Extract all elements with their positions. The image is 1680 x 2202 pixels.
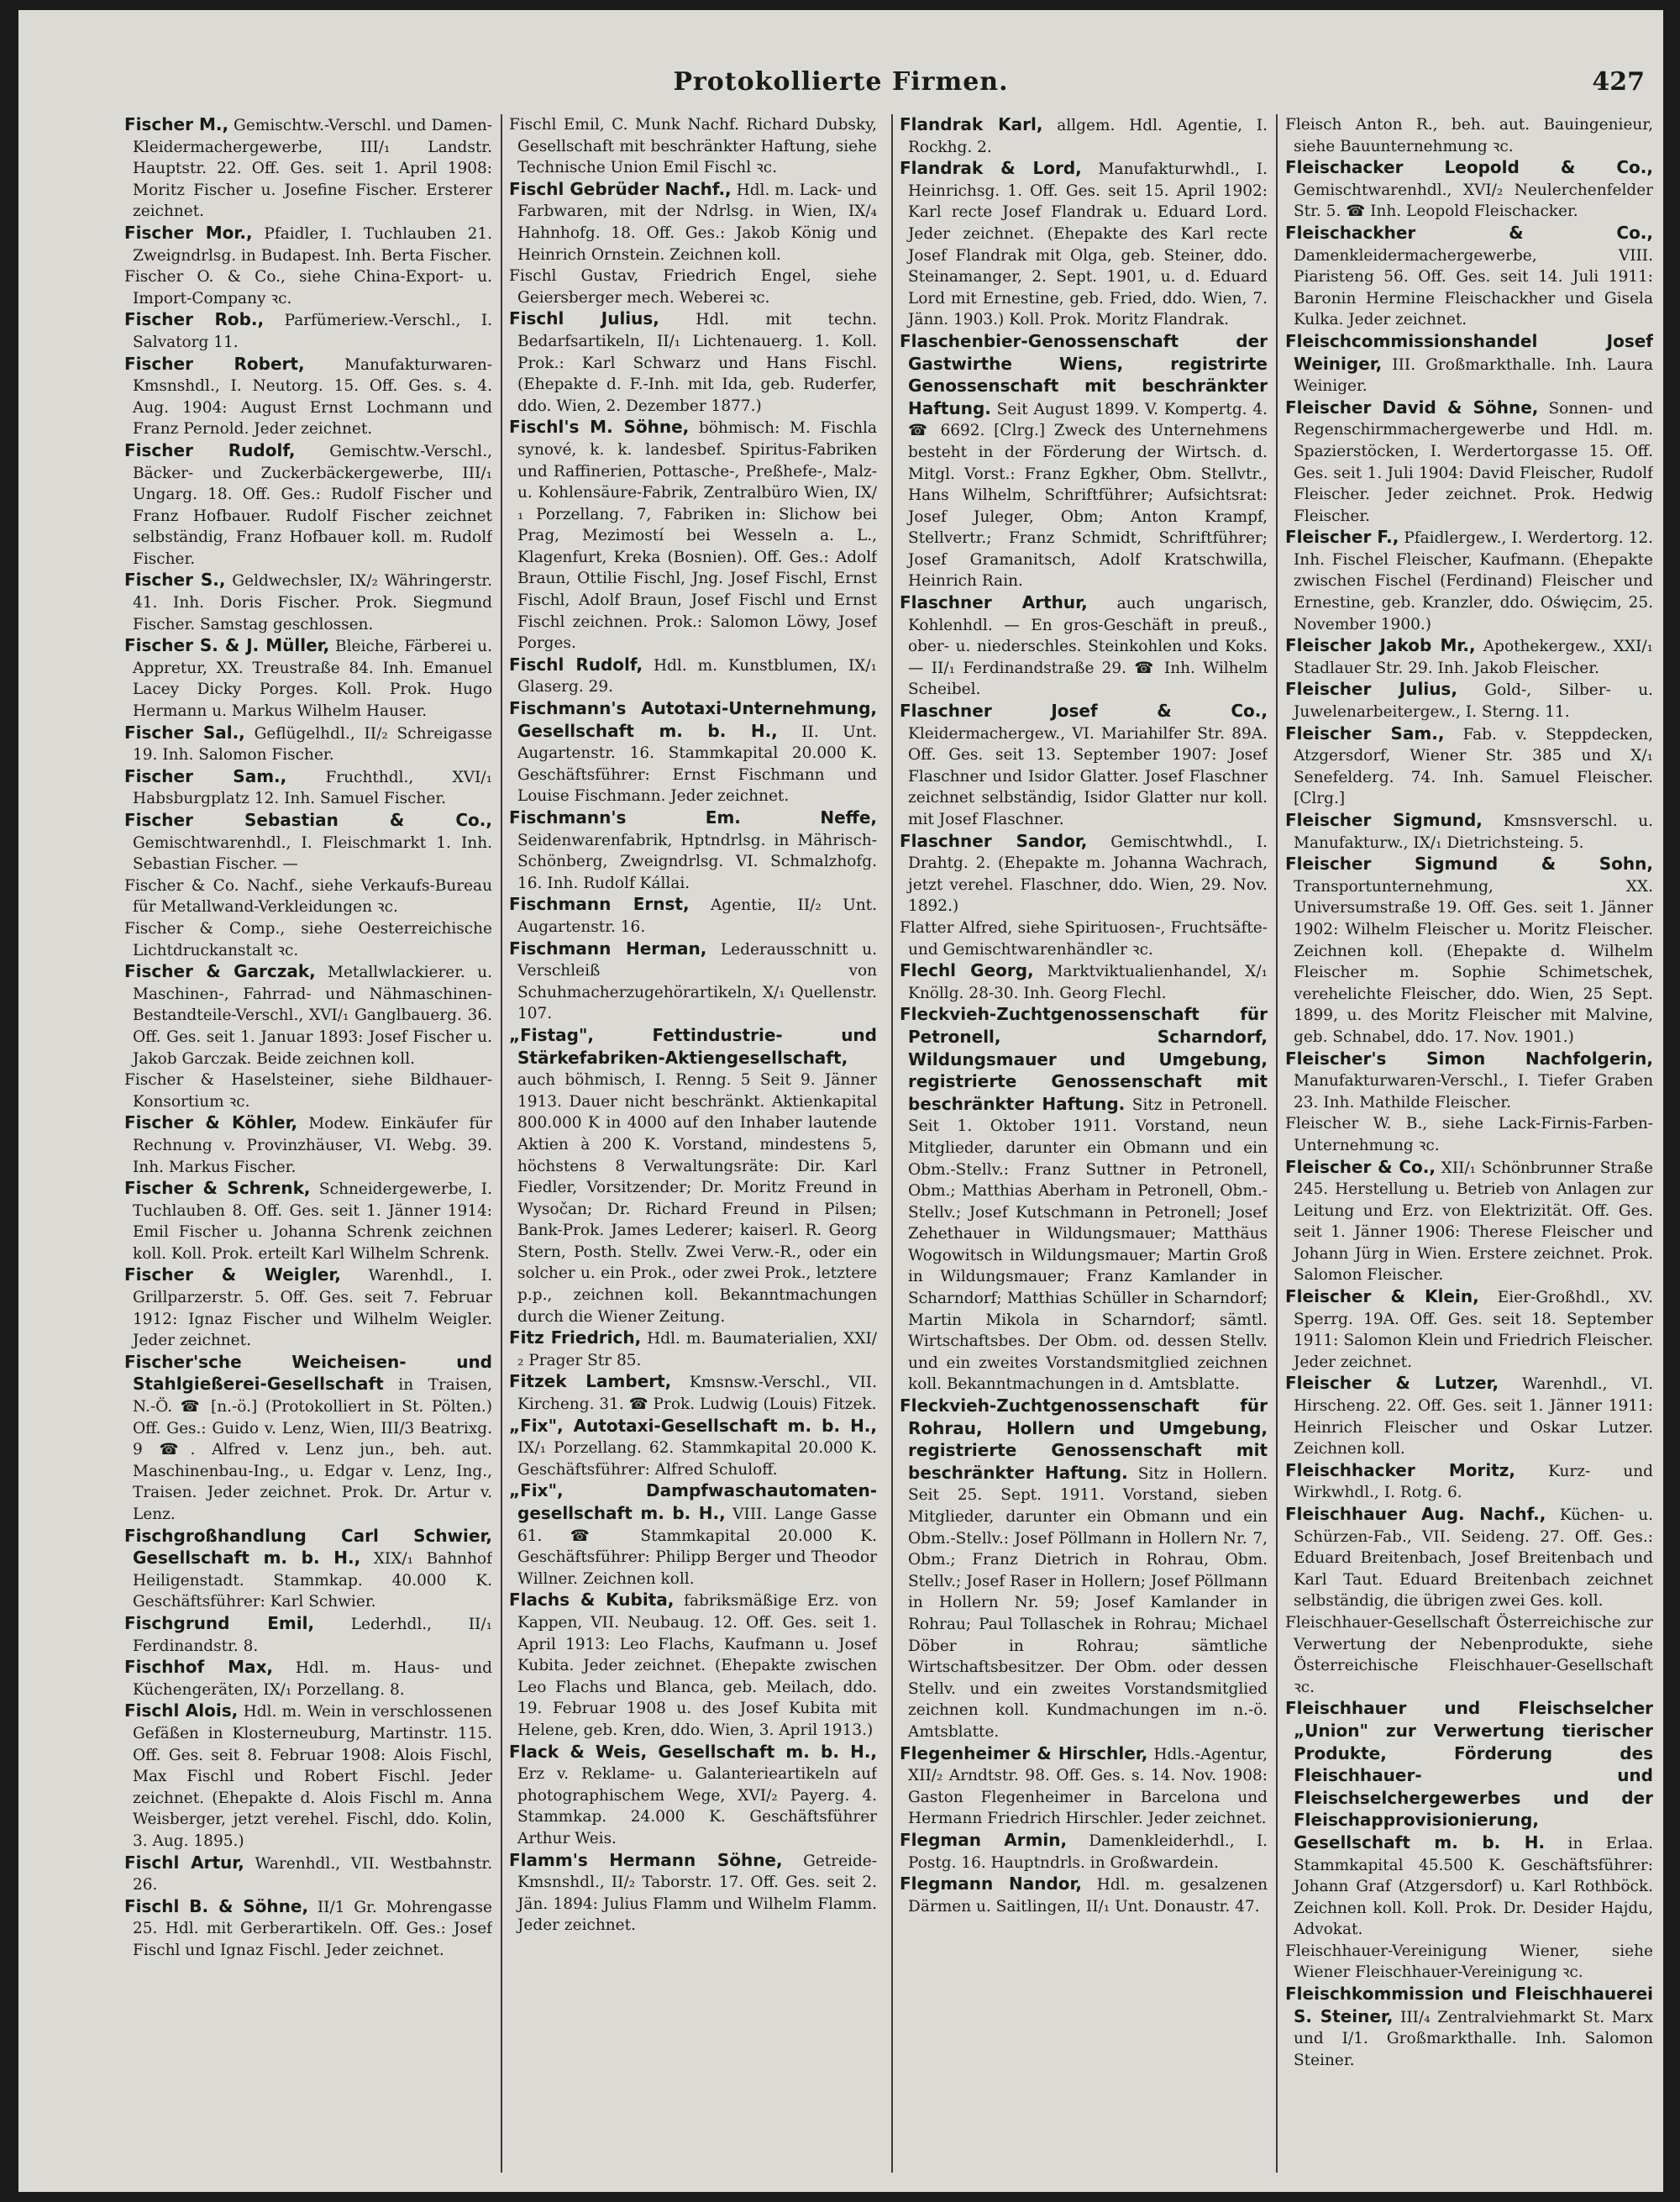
firm-details: Geldwechsler, IX/₂ Währingerstr. 41. Inh. Doris Fischer. Prok. Siegmund Fischer. Samstag geschlossen. [133,572,492,633]
firm-name: Fischl B. & Söhne, [124,1895,309,1916]
firm-name: Flachs & Kubita, [509,1590,675,1611]
firm-details: Gemischtw.-Verschl., Bäcker- und Zuckerbäckergewerbe, III/₁ Ungarg. 18. Off. Ges.: Rudolf Fischer und Franz Hofbauer. Rudolf Fischer zeichnet selbständig, Franz Hofbauer koll. m. Rudolf Fischer. [133,442,492,568]
firm-entry [124,1264,492,1351]
firm-name: Fischer & Weigler, [124,1264,341,1285]
firm-name: Fischmann's Autotaxi-Unternehmung, Gesellschaft m. b. H., [509,698,877,741]
firm-details: Hdl. m. gesalzenen Därmen u. Saitlingen, II/₁ Unt. Donaustr. 47. [908,1876,1268,1916]
firm-name: Fleischkommission und Fleischhauerei S. Steiner, [1285,1984,1653,2026]
firm-entry [124,1526,492,1613]
firm-details: Sitz in Petronell. Seit 1. Oktober 1911. Vorstand, neun Mitglieder, darunter ein Obmann und ein Obm.-Stellv.: Franz Suttner in Petronell, Obm.; Matthias Aberham in Petronell, Obm.-Stellv.; Josef Kutschmann in Petronell; Josef Zehethauer in Wildungsmauer; Matthäus Wogowitsch in Wildungsmauer; Martin Groß in Wildungsmauer; Franz Kamlander in Scharndorf; Matthias Schüller in Scharndorf; Martin Mikola in Scharndorf; sämtl. Wirtschaftsbes. Der Obm. od. dessen Stellv. und ein zweites Vorstandsmitglied zeichnen koll. Bekanntmachungen in d. Amtsblatte. [908,1096,1268,1394]
firm-details: III. Großmarkthalle. Inh. Laura Weiniger. [1294,355,1653,396]
column-rule [1276,114,1278,2173]
firm-details: Pfaidler, I. Tuchlauben 21. Zweigndrlsg. in Budapest. Inh. Berta Fischer. [133,224,492,265]
firm-details: Hdl. m. Wein in verschlossenen Gefäßen in Klosterneuburg, Martinstr. 115. Off. Ges. seit 8. Februar 1908: Alois Fischl, Max Fischl und Robert Fischl. Jeder zeichnet. (Ehepakte d. Alois Fischl m. Anna Weisberger, jetzt verehel. Fischl, ddo. Kolin, 3. Aug. 1895.) [133,1703,492,1850]
firm-entry [124,114,492,223]
firm-details: Flatter Alfred, siehe Spirituosen-, Fruchtsäfte- und Gemischtwarenhändler ꝛc. [900,918,1268,959]
firm-entry [124,766,492,810]
firm-name: „Fix", Dampfwaschautomaten-gesellschaft m. b. H., [509,1480,877,1523]
firm-details: Seidenwarenfabrik, Hptndrlsg. in Mährisch-Schönberg, Zweigndrlsg. VI. Schmalzhofg. 16. Inh. Rudolf Kállai. [517,831,877,892]
firm-name: Fleischer & Lutzer, [1285,1373,1499,1394]
firm-details: Fischl Emil, C. Munk Nachf. Richard Dubsky, Gesellschaft mit beschränkter Haftung, siehe Technische Union Emil Fischl ꝛc. [509,116,877,177]
firm-name: Flandrak & Lord, [900,158,1082,179]
firm-details: Fleischhauer-Vereinigung Wiener, siehe Wiener Fleischhauer-Vereinigung ꝛc. [1285,1942,1653,1982]
column-1 [124,114,492,2181]
firm-name: Fischer Sal., [124,722,245,743]
firm-name: Fleischer Sigmund & Sohn, [1285,854,1653,875]
firm-details: Bleiche, Färberei u. Appretur, XX. Treustraße 84. Inh. Emanuel Lacey Dicky Porges. Koll. Prok. Hugo Hermann u. Markus Wilhelm Hauser. [133,638,492,721]
firm-name: Fleischacker Leopold & Co., [1285,157,1653,178]
firm-name: Fleckvieh-Zuchtgenossenschaft für Rohrau, Hollern und Umgebung, registrierte Genossenschaft mit beschränkter Haftung. [900,1395,1268,1483]
firm-entry [509,1850,877,1937]
firm-entry [124,918,492,961]
firm-entry [124,1178,492,1264]
firm-details: in Erlaa. Stammkapital 45.500 K. Geschäftsführer: Johann Graf (Atzgersdorf) u. Karl Rothböck. Zeichnen koll. Koll. Prok. Dr. Desider Hajdu, Advokat. [1294,1834,1653,1939]
firm-name: Fischmann's Em. Neffe, [509,807,877,828]
firm-entry [509,654,877,698]
firm-name: Fitzek Lambert, [509,1371,672,1392]
firm-entry [509,1590,877,1741]
firm-details: Manufakturwaren-Kmsnshdl., I. Neutorg. 15. Off. Ges. s. 4. Aug. 1904: August Ernst Lochmann und Franz Pernold. Jeder zeichnet. [133,355,492,439]
firm-name: Fitz Friedrich, [509,1327,642,1348]
firm-details: Manufakturwaren-Verschl., I. Tiefer Graben 23. Inh. Mathilde Fleischer. [1294,1072,1653,1112]
firm-entry [509,265,877,308]
firm-entry [509,1327,877,1371]
firm-name: Fischer S., [124,570,226,591]
firm-name: Fleischer Sigmund, [1285,810,1483,830]
firm-entry [900,1395,1268,1743]
firm-name: Fischl Artur, [124,1852,244,1873]
firm-name: Fleischer Jakob Mr., [1285,635,1476,656]
firm-details: Fischl Gustav, Friedrich Engel, siehe Geiersberger mech. Weberei ꝛc. [509,267,877,307]
firm-entry [124,1700,492,1852]
firm-details: Fab. v. Steppdecken, Atzgersdorf, Wiener Str. 385 und X/₁ Senefelderg. 74. Inh. Samuel Fleischer. [Clrg.] [1294,725,1653,808]
firm-name: Fleischhauer Aug. Nachf., [1285,1504,1546,1524]
firm-name: Fleischer Julius, [1285,679,1457,700]
firm-entry [1285,635,1653,679]
firm-name: Fischer Rob., [124,309,265,330]
firm-details: Küchen- u. Schürzen-Fab., VII. Seideng. 27. Off. Ges.: Eduard Breitenbach, Josef Breitenbach und Karl Taut. Eduard Breitenbach zeichnet selbständig, die übrigen zwei Ges. koll. [1294,1506,1653,1611]
firm-details: Agentie, II/₂ Unt. Augartenstr. 16. [517,896,877,936]
firm-entry [509,938,877,1025]
firm-name: Fleischer Sam., [1285,723,1445,744]
firm-entry [1285,1504,1653,1612]
firm-name: Fleischhauer und Fleischselcher „Union" zur Verwertung tierischer Produkte, Förderung des Fleischhauer- und Fleischselchergewerbes und der Fleischapprovisionierung, Gesellschaft m. b. H. [1285,1698,1653,1853]
firm-entry [124,570,492,635]
firm-entry [124,223,492,266]
firm-name: Flamm's Hermann Söhne, [509,1849,783,1870]
firm-entry [1285,331,1653,397]
firm-details: Sonnen- und Regenschirmmachergewerbe und Hdl. m. Spazierstöcken, I. Werdertorgasse 15. Off. Ges. seit 1. Juli 1904: David Fleischer, Rudolf Fleischer. Jeder zeichnet. Prok. Hedwig Fleischer. [1294,399,1653,525]
firm-name: „Fix", Autotaxi-Gesellschaft m. b. H., [509,1415,877,1436]
firm-details: XII/₁ Schönbrunner Straße 245. Herstellung u. Betrieb von Anlagen zur Leitung und Erz. von Elektrizität. Off. Ges. seit 1. Jänner 1906: Therese Fleischer und Johann Jürg in Wien. Erstere zeichnet. Prok. Salomon Fleischer. [1294,1159,1653,1285]
firm-entry [124,1853,492,1896]
firm-name: Fischl Alois, [124,1700,239,1721]
page-header [18,67,1663,109]
firm-details: Gold-, Silber- u. Juwelenarbeitergew., I. Sterng. 11. [1294,681,1653,722]
firm-entry [900,1004,1268,1395]
firm-details: Kurz- und Wirkwhdl., I. Rotg. 6. [1294,1462,1653,1502]
firm-name: Fischer & Schrenk, [124,1178,311,1199]
firm-entry [509,894,877,938]
directory-page [18,10,1663,2192]
firm-entry [509,1025,877,1327]
firm-details: Gemischtwarenhdl., I. Fleischmarkt 1. Inh. Sebastian Fischer. — [133,833,492,874]
firm-name: Flaschner Arthur, [900,592,1088,613]
page-number: 427 [1592,67,1645,97]
firm-entry [509,417,877,654]
firm-entry [509,308,877,417]
firm-name: Fischer Sam., [124,765,287,786]
firm-entry [124,1657,492,1700]
firm-details: Hdls.-Agentur, XII/₂ Arndtstr. 98. Off. Ges. s. 14. Nov. 1908: Gaston Flegenheimer in Barcelona und Hermann Friedrich Hirschler. Jeder zeichnet. [908,1745,1268,1828]
firm-details: Hdl. m. Baumaterialien, XXI/₂ Prager Str 85. [517,1330,877,1369]
firm-entry [1285,679,1653,723]
firm-details: Apothekergew., XXI/₁ Stadlauer Str. 29. Inh. Jakob Fleischer. [1294,638,1653,677]
firm-entry [1285,810,1653,854]
firm-name: Fleischer & Co., [1285,1156,1436,1177]
firm-details: IX/₁ Porzellang. 62. Stammkapital 20.000 K. Geschäftsführer: Alfred Schuloff. [517,1439,877,1479]
firm-name: Fleischer F., [1285,527,1399,548]
firm-details: Fruchthdl., XVI/₁ Habsburgplatz 12. Inh. Samuel Fischer. [133,768,492,808]
column-rule [891,114,893,2173]
firm-details: Gemischtw.-Verschl. und Damen-Kleidermachergewerbe, III/₁ Landstr. Hauptstr. 22. Off. Ges. seit 1. April 1908: Moritz Fischer u. Josefine Fischer. Ersterer zeichnet. [133,117,492,221]
firm-entry [124,266,492,309]
firm-name: Fischer'sche Weicheisen- und Stahlgießerei-Gesellschaft [124,1351,492,1395]
firm-entry [124,635,492,722]
firm-name: Fischgrund Emil, [124,1612,315,1633]
firm-details: Kmsnsverschl. u. Manufakturw., IX/₁ Dietrichsteing. 5. [1294,812,1653,852]
firm-name: Fischer & Köhler, [124,1112,298,1133]
firm-entry [900,701,1268,831]
firm-details: Manufakturwhdl., I. Heinrichsg. 1. Off. Ges. seit 15. April 1902: Karl recte Josef Flandrak u. Eduard Lord. Jeder zeichnet. (Ehepakte des Karl recte Josef Flandrak mit Olga, geb. Steiner, ddo. Steinamanger, 2. Sept. 1901, u. d. Eduard Lord mit Ernestine, geb. Fried, ddo. Wien, 7. Jänn. 1903.) Koll. Prok. Moritz Flandrak. [908,160,1268,329]
firm-name: „Fistag", Fettindustrie- und Stärkefabriken-Aktiengesellschaft, [509,1024,877,1068]
firm-entry [1285,1460,1653,1504]
firm-entry [124,309,492,353]
firm-details: Hdl. m. Kunstblumen, IX/₁ Glaserg. 29. [517,656,877,696]
firm-entry [1285,1113,1653,1156]
firm-details: Parfümeriew.-Verschl., I. Salvatorg 11. [133,312,492,351]
firm-entry [900,331,1268,592]
firm-entry [509,698,877,807]
firm-details: VIII. Lange Gasse 61. ☎ Stammkapital 20.000 K. Geschäftsführer: Philipp Berger und Theodor Willner. Zeichnen koll. [517,1506,877,1588]
firm-name: Fischer Rudolf, [124,439,296,460]
firm-name: Fischer & Garczak, [124,961,316,982]
firm-details: Fleischer W. B., siehe Lack-Firnis-Farben-Unternehmung ꝛc. [1285,1115,1653,1154]
firm-name: Flack & Weis, Gesellschaft m. b. H., [509,1741,877,1762]
firm-entry [509,179,877,265]
firm-entry [509,114,877,179]
firm-details: in Traisen, N.-Ö. ☎ [n.-ö.] (Protokolliert in St. Pölten.) Off. Ges.: Guido v. Lenz, Wien, III/3 Beatrixg. 9 ☎. Alfred v. Lenz jun., beh. aut. Maschinenbau-Ing., u. Edgar v. Lenz, Ing., Traisen. Jeder zeichnet. Prok. Dr. Artur v. Lenz. [133,1376,492,1523]
firm-details: Lederhdl., II/₁ Ferdinandstr. 8. [133,1615,492,1655]
firm-entry [509,1742,877,1850]
firm-details: Warenhdl., VI. Hirscheng. 22. Off. Ges. seit 1. Jänner 1911: Heinrich Fleischer und Oskar Lutzer. Zeichnen koll. [1294,1375,1653,1458]
firm-entry [900,1743,1268,1830]
firm-details: fabriksmäßige Erz. von Kappen, VII. Neubaug. 12. Off. Ges. seit 1. April 1913: Leo Flachs, Kaufmann u. Josef Kubita. Jeder zeichnet. (Ehepakte zwischen Leo Flachs und Blanca, geb. Meilach, ddo. 19. Februar 1908 u. des Josef Kubita mit Helene, geb. Kren, ddo. Wien, 3. April 1913.) [517,1592,877,1739]
firm-details: Seit August 1899. V. Kompertg. 4. ☎ 6692. [Clrg.] Zweck des Unternehmens besteht in der Förderung der Wirtsch. d. Mitgl. Vorst.: Franz Egkher, Obm. Stellvtr., Hans Wilhelm, Schriftführer; Aufsichtsrat: Josef Juleger, Obm; Anton Krampf, Stellvertr.; Franz Schmidt, Schriftführer; Josef Gramanitsch, Adolf Kratschwilla, Heinrich Rain. [908,400,1268,591]
firm-details: Fischer & Comp., siehe Oesterreichische Lichtdruckanstalt ꝛc. [124,919,492,959]
firm-name: Fischl Julius, [509,308,659,329]
firm-name: Fleckvieh-Zuchtgenossenschaft für Petronell, Scharndorf, Wildungsmauer und Umgebung, registrierte Genossenschaft mit beschränkter Haftung. [900,1004,1268,1114]
firm-details: Warenhdl., VII. Westbahnstr. 26. [133,1854,492,1895]
firm-details: Fischer & Co. Nachf., siehe Verkaufs-Bureau für Metallwand-Verkleidungen ꝛc. [124,876,492,917]
firm-entry [900,960,1268,1004]
firm-name: Fischgroßhandlung Carl Schwier, Gesellschaft m. b. H., [124,1525,492,1569]
firm-details: Schneidergewerbe, I. Tuchlauben 8. Off. Ges. seit 1. Jänner 1914: Emil Fischer u. Johanna Schrenk zeichnen koll. Koll. Prok. erteilt Karl Wilhelm Schrenk. [133,1180,492,1263]
firm-details: auch ungarisch, Kohlenhdl. — En gros-Geschäft in preuß., ober- u. niederschles. Steinkohlen und Koks. — II/₁ Ferdinandstraße 29. ☎ Inh. Wilhelm Scheibel. [908,595,1268,699]
column-3 [900,114,1268,2181]
firm-details: Erz v. Reklame- u. Galanterieartikeln auf photographischem Wege, XVI/₂ Payerg. 4. Stammkap. 24.000 K. Geschäftsführer Arthur Weis. [517,1765,877,1847]
firm-entry [1285,223,1653,331]
column-rule [501,114,502,2173]
firm-name: Fischer Mor., [124,222,253,243]
firm-name: Flegman Armin, [900,1829,1068,1850]
firm-details: Warenhdl., I. Grillparzerstr. 5. Off. Ges. seit 7. Februar 1912: Ignaz Fischer und Wilhelm Weigler. Jeder zeichnet. [133,1267,492,1350]
firm-entry [1285,397,1653,528]
firm-entry [124,961,492,1069]
firm-entry [124,1613,492,1657]
firm-entry [1285,527,1653,635]
firm-details: Eier-Großhdl., XV. Sperrg. 19A. Off. Ges. seit 18. September 1911: Salomon Klein und Friedrich Fleischer. Jeder zeichnet. [1294,1289,1653,1371]
firm-name: Flegmann Nandor, [900,1874,1083,1895]
firm-details: Gemischtwhdl., I. Drahtg. 2. (Ehepakte m. Johanna Wachrach, jetzt verehel. Flaschner, ddo. Wien, 29. Nov. 1892.) [908,833,1268,916]
firm-name: Flaschner Josef & Co., [900,701,1268,722]
firm-details: Hdl. m. Haus- und Küchengeräten, IX/₁ Porzellang. 8. [133,1659,492,1699]
firm-entry [124,354,492,440]
firm-entry [1285,854,1653,1048]
firm-details: Getreide-Kmsnshdl., II/₂ Taborstr. 17. Off. Ges. seit 2. Jän. 1894: Julius Flamm und Wilhelm Flamm. Jeder zeichnet. [517,1852,877,1935]
firm-name: Flaschner Sandor, [900,830,1088,851]
firm-entry [124,1352,492,1526]
firm-name: Fischer Robert, [124,353,305,374]
firm-entry [1285,1048,1653,1114]
firm-entry [124,1896,492,1962]
firm-entry [509,807,877,894]
firm-details: böhmisch: M. Fischla synové, k. k. landesbef. Spiritus-Fabriken und Raffinerien, Pottasche-, Preßhefe-, Malz- u. Kohlensäure-Fabrik, Zentralbüro Wien, IX/₁ Porzellang. 7, Fabriken in: Slichow bei Prag, Mezimostí bei Wesseln a. L., Klagenfurt, Kreka (Bosnien). Off. Ges.: Adolf Braun, Ottilie Fischl, Jng. Josef Fischl, Ernst Fischl, Adolf Braun, Josef Fischl und Ernst Fischl zeichnen. Prok.: Salomon Löwy, Josef Porges. [517,419,877,653]
column-4 [1285,114,1653,2181]
firm-details: Pfaidlergew., I. Werdertorg. 12. Inh. Fischel Fleischer, Kaufmann. (Ehepakte zwischen Fischel (Ferdinand) Fleischer und Ernestine, geb. Kranzler, ddo. Oświęcim, 25. November 1900.) [1294,529,1653,633]
firm-entry [1285,1698,1653,1941]
firm-entry [900,114,1268,158]
firm-entry [509,1480,877,1590]
firm-name: Fischer S. & J. Müller, [124,635,330,656]
firm-entry [1285,1984,1653,2071]
firm-details: Hdl. m. Lack- und Farbwaren, mit der Ndrlsg. in Wien, IX/₄ Hahnhofg. 18. Off. Ges.: Jakob König und Heinrich Ornstein. Zeichnen koll. [517,181,877,264]
firm-entry [509,1371,877,1415]
firm-entry [509,1416,877,1481]
firm-details: Metallwlackierer. u. Maschinen-, Fahrrad- und Nähmaschinen-Bestandteile-Verschl., XVI/₁ Ganglbauerg. 36. Off. Ges. seit 1. Januar 1893: Josef Fischer u. Jakob Garczak. Beide zeichnen koll. [133,964,492,1068]
firm-details: Fleischhauer-Gesellschaft Österreichische zur Verwertung der Nebenprodukte, siehe Österreichische Fleischhauer-Gesellschaft ꝛc. [1285,1613,1653,1696]
firm-details: Transportunternehmung, XX. Universumstraße 19. Off. Ges. seit 1. Jänner 1902: Wilhelm Fleischer u. Moritz Fleischer. Zeichnen koll. (Ehepakte d. Wilhelm Fleischer m. Sophie Schimetschek, verehelichte Fleischer, ddo. Wien, 25 Sept. 1899, u. des Moritz Fleischer mit Malvine, geb. Schnabel, ddo. 17. Nov. 1901.) [1294,877,1653,1046]
firm-name: Fischl Rudolf, [509,654,643,675]
firm-name: Fleischer & Klein, [1285,1286,1479,1307]
firm-name: Flechl Georg, [900,960,1034,981]
firm-name: Fischhof Max, [124,1657,273,1678]
page-title: Protokollierte Firmen. [673,67,1009,97]
firm-name: Fischmann Ernst, [509,894,690,915]
firm-name: Fleischer David & Söhne, [1285,397,1539,418]
firm-entry [1285,1941,1653,1984]
firm-name: Flandrak Karl, [900,114,1043,134]
firm-name: Flaschenbier-Genossenschaft der Gastwirthe Wiens, registrirte Genossenschaft mit beschränkter Haftung. [900,330,1268,418]
firm-name: Fleischackher & Co., [1285,222,1653,243]
column-2 [509,114,877,2181]
firm-name: Flegenheimer & Hirschler, [900,1742,1148,1763]
firm-entry [124,723,492,766]
firm-name: Fischer M., [124,114,229,134]
firm-entry [1285,1612,1653,1698]
firm-name: Fischer Sebastian & Co., [124,810,492,830]
firm-entry [1285,1157,1653,1287]
firm-details: Kleidermachergew., VI. Mariahilfer Str. 89A. Off. Ges. seit 13. September 1907: Josef Flaschner und Isidor Glatter. Josef Flaschner zeichnet selbständig, Isidor Glatter nur koll. mit Josef Flaschner. [908,724,1268,828]
firm-details: Fischer O. & Co., siehe China-Export- u. Import-Company ꝛc. [124,268,492,307]
firm-details: Sitz in Hollern. Seit 25. Sept. 1911. Vorstand, sieben Mitglieder, darunter ein Obmann und ein Obm.-Stellv.: Josef Pöllmann in Hollern Nr. 7, Obm.; Franz Dietrich in Rohrau, Obm. Stellv.; Josef Raser in Hollern; Josef Pöllmann in Hollern Nr. 59; Josef Kamlander in Rohrau; Paul Tollaschek in Rohrau; Michael Döber in Rohrau; sämtliche Wirtschaftsbesitzer. Der Obm. oder dessen Stellv. und ein zweites Vorstandsmitglied zeichnen koll. Kundmachungen im n.-ö. Amtsblatte. [908,1464,1268,1741]
firm-entry [900,592,1268,701]
firm-entry [124,810,492,875]
firm-name: Fleischer's Simon Nachfolgerin, [1285,1048,1653,1069]
firm-name: Fischl Gebrüder Nachf., [509,178,732,199]
firm-details: allgem. Hdl. Agentie, I. Rockhg. 2. [908,117,1268,156]
firm-details: Kmsnsw.-Verschl., VII. Kircheng. 31. ☎ Prok. Ludwig (Louis) Fitzek. [517,1374,877,1414]
firm-details: III/₄ Zentralviehmarkt St. Marx und I/1. Großmarkthalle. Inh. Salomon Steiner. [1294,2008,1653,2069]
firm-entry [124,875,492,918]
firm-details: Geflügelhdl., II/₂ Schreigasse 19. Inh. Salomon Fischer. [133,724,492,765]
firm-entry [900,917,1268,960]
firm-details: Modew. Einkäufer für Rechnung v. Provinzhäuser, VI. Webg. 39. Inh. Markus Fischer. [133,1115,492,1176]
firm-entry [1285,157,1653,223]
firm-entry [124,440,492,570]
firm-name: Fischl's M. Söhne, [509,417,690,438]
firm-entry [900,831,1268,917]
firm-entry [1285,114,1653,157]
firm-name: Fleischcommissionshandel Josef Weiniger, [1285,330,1653,374]
firm-entry [900,1874,1268,1917]
firm-entry [1285,1373,1653,1459]
firm-details: II. Unt. Augartenstr. 16. Stammkapital 20.000 K. Geschäftsführer: Ernst Fischmann und Louise Fischmann. Jeder zeichnet. [517,723,877,806]
firm-details: Marktviktualienhandel, X/₁ Knöllg. 28-30. Inh. Georg Flechl. [908,963,1268,1002]
firm-entry [1285,723,1653,810]
firm-details: Damenkleiderhdl., I. Postg. 16. Hauptndrls. in Großwardein. [908,1831,1268,1872]
firm-details: Fleisch Anton R., beh. aut. Bauingenieur, siehe Bauunternehmung ꝛc. [1285,116,1653,155]
firm-details: Gemischtwarenhdl., XVI/₂ Neulerchenfelder Str. 5. ☎ Inh. Leopold Fleischacker. [1294,181,1653,221]
firm-entry [900,158,1268,331]
firm-details: auch böhmisch, I. Renng. 5 Seit 9. Jänner 1913. Dauer nicht beschränkt. Aktienkapital 800.000 K in 4000 auf den Inhaber lautende Aktien à 200 K. Vorstand, mindestens 5, höchstens 8 Verwaltungsräte: Dir. Karl Fiedler, Vorsitzender; Dr. Moritz Freund in Wysočan; Dr. Richard Freund in Pilsen; Bank-Prok. James Lederer; kaiserl. R. Georg Stern, Posth. Stellv. Zwei Verw.-R., oder ein solcher u. ein Prok., oder zwei Prok., letztere p.p., zeichnen koll. Bekanntmachungen durch die Wiener Zeitung. [517,1071,877,1326]
firm-name: Fischmann Herman, [509,938,707,959]
firm-entry [124,1112,492,1178]
firm-details: Damenkleidermachergewerbe, VIII. Piaristeng 56. Off. Ges. seit 14. Juli 1911: Baronin Hermine Fleischackher und Gisela Kulka. Jeder zeichnet. [1294,246,1653,329]
firm-entry [124,1069,492,1112]
firm-entry [1285,1286,1653,1373]
firm-details: Fischer & Haselsteiner, siehe Bildhauer-Konsortium ꝛc. [124,1071,492,1111]
firm-details: Lederausschnitt u. Verschleiß von Schuhmacherzugehörartikeln, X/₁ Quellenstr. 107. [517,940,877,1023]
firm-details: Hdl. mit techn. Bedarfsartikeln, II/₁ Lichtenauerg. 1. Koll. Prok.: Karl Schwarz und Hans Fischl. (Ehepakte d. F.-Inh. mit Ida, geb. Ruderfer, ddo. Wien, 2. Dezember 1877.) [517,311,877,415]
firm-name: Fleischhacker Moritz, [1285,1459,1516,1480]
firm-entry [900,1830,1268,1874]
firm-details: XIX/₁ Bahnhof Heiligenstadt. Stammkap. 40.000 K. Geschäftsführer: Karl Schwier. [133,1550,492,1611]
firm-details: II/1 Gr. Mohrengasse 25. Hdl. mit Gerberartikeln. Off. Ges.: Josef Fischl und Ignaz Fischl. Jeder zeichnet. [133,1898,492,1959]
